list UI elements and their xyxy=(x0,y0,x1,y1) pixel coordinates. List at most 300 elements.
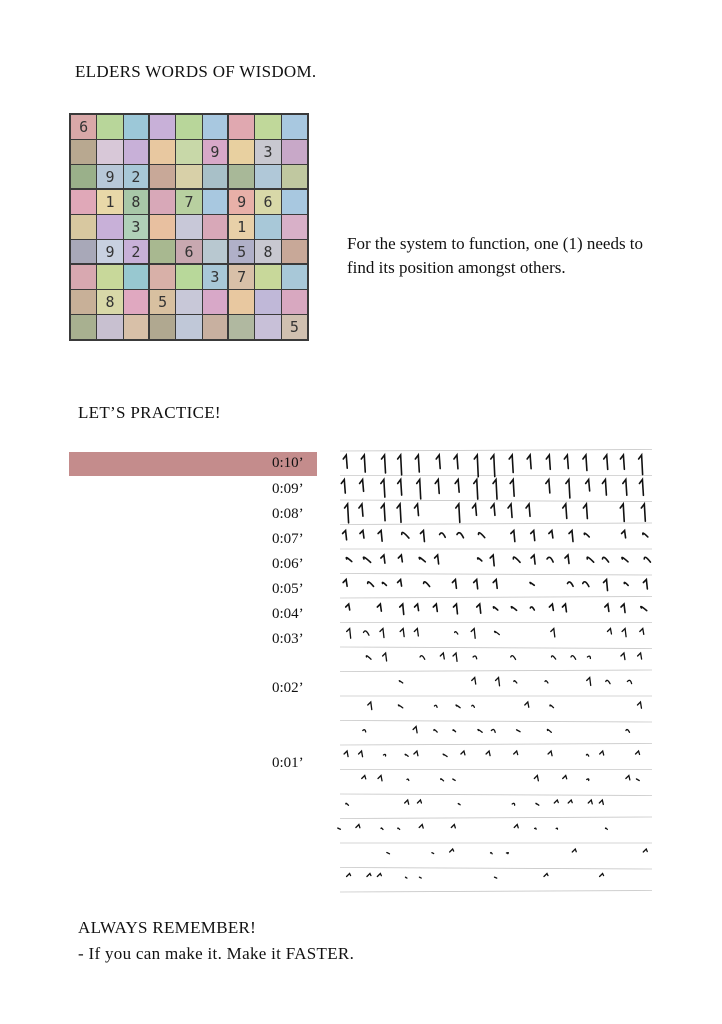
handwritten-stroke xyxy=(511,607,516,611)
sudoku-cell xyxy=(255,115,280,139)
handwritten-stroke xyxy=(398,828,400,829)
sudoku-cell xyxy=(124,265,148,289)
handwritten-ones-practice-sheet xyxy=(332,441,662,903)
sudoku-cell xyxy=(97,265,122,289)
handwritten-stroke xyxy=(621,604,625,613)
handwritten-stroke xyxy=(344,751,348,757)
handwritten-stroke xyxy=(587,557,594,562)
sudoku-cell xyxy=(150,190,175,214)
handwritten-stroke xyxy=(433,604,437,611)
sudoku-cell: 7 xyxy=(229,265,254,289)
sudoku-cell xyxy=(282,165,307,188)
handwritten-stroke xyxy=(381,504,385,521)
handwritten-stroke xyxy=(360,531,364,539)
handwritten-stroke xyxy=(477,604,481,613)
timer-label: 0:02’ xyxy=(272,680,304,696)
sudoku-cell xyxy=(150,165,175,188)
handwritten-stroke xyxy=(338,828,341,829)
sudoku-cell: 8 xyxy=(97,290,122,314)
sudoku-cell xyxy=(282,190,307,214)
sudoku-cell xyxy=(282,215,307,239)
handwritten-stroke xyxy=(572,849,576,852)
handwritten-stroke xyxy=(512,803,514,805)
handwritten-stroke xyxy=(474,580,478,589)
handwritten-stroke xyxy=(588,800,592,804)
handwritten-stroke xyxy=(511,531,515,542)
handwritten-stroke xyxy=(527,455,531,469)
handwritten-stroke xyxy=(508,504,512,517)
handwritten-stroke xyxy=(362,776,366,779)
sudoku-cell: 6 xyxy=(176,240,201,263)
handwritten-stroke xyxy=(530,582,534,585)
handwritten-stroke xyxy=(345,504,349,523)
handwritten-stroke xyxy=(636,779,639,781)
handwritten-stroke xyxy=(474,480,478,500)
sudoku-cell xyxy=(203,115,227,139)
handwritten-stroke xyxy=(562,604,566,612)
handwritten-stroke xyxy=(513,557,520,562)
handwritten-stroke xyxy=(547,729,551,732)
handwritten-stroke xyxy=(599,800,603,804)
timer-label: 0:06’ xyxy=(272,556,304,572)
sudoku-cell xyxy=(176,140,201,164)
handwritten-stroke xyxy=(602,557,608,562)
sudoku-cell xyxy=(282,115,307,139)
sudoku-cell: 5 xyxy=(229,240,254,263)
sudoku-cell: 9 xyxy=(97,165,122,188)
handwritten-stroke xyxy=(399,681,402,683)
sudoku-cell xyxy=(176,265,201,289)
handwritten-stroke xyxy=(600,751,604,755)
timer-label: 0:09’ xyxy=(272,481,304,497)
sudoku-cell xyxy=(229,290,254,314)
handwritten-stroke xyxy=(347,629,351,639)
handwritten-stroke xyxy=(443,754,447,756)
handwritten-stroke xyxy=(452,580,456,589)
handwritten-stroke xyxy=(473,656,477,659)
handwritten-stroke xyxy=(514,751,518,755)
sudoku-cell xyxy=(255,265,280,289)
handwritten-stroke xyxy=(490,555,494,566)
handwritten-stroke xyxy=(383,653,387,661)
sudoku-cell xyxy=(176,165,201,188)
handwritten-stroke xyxy=(554,800,558,803)
sudoku-cell xyxy=(282,240,307,263)
sudoku-cell xyxy=(97,140,122,164)
handwritten-stroke xyxy=(491,729,495,732)
handwritten-stroke xyxy=(604,580,608,591)
handwritten-stroke xyxy=(420,531,424,542)
handwritten-stroke xyxy=(587,656,590,658)
handwritten-stroke xyxy=(534,776,538,781)
sudoku-cell xyxy=(176,315,201,339)
handwritten-stroke xyxy=(478,533,484,538)
handwritten-stroke xyxy=(346,558,352,562)
handwritten-stroke xyxy=(550,705,554,708)
handwritten-stroke xyxy=(602,480,606,496)
handwritten-stroke xyxy=(397,504,401,522)
handwritten-stroke xyxy=(626,730,630,733)
handwritten-stroke xyxy=(441,779,444,781)
handwritten-stroke xyxy=(607,629,611,635)
handwritten-stroke xyxy=(525,702,529,707)
sudoku-cell xyxy=(150,265,175,289)
sudoku-cell xyxy=(229,315,254,339)
sudoku-cell xyxy=(97,115,122,139)
handwritten-stroke xyxy=(584,533,589,537)
sudoku-cell: 3 xyxy=(124,215,148,239)
handwritten-stroke xyxy=(493,607,497,610)
handwritten-stroke xyxy=(472,504,476,515)
handwritten-stroke xyxy=(378,776,382,781)
sudoku-cell xyxy=(176,215,201,239)
handwritten-stroke xyxy=(363,557,370,562)
handwritten-stroke xyxy=(568,800,572,803)
sudoku-cell xyxy=(124,315,148,339)
sudoku-cell xyxy=(255,315,280,339)
practice-heading: LET’S PRACTICE! xyxy=(78,403,221,422)
timer-label: 0:01’ xyxy=(272,755,304,771)
handwritten-stroke xyxy=(400,604,404,615)
handwritten-stroke xyxy=(641,504,645,521)
handwritten-stroke xyxy=(363,730,366,732)
handwritten-stroke xyxy=(491,853,493,854)
handwritten-stroke xyxy=(643,849,647,852)
sudoku-cell xyxy=(71,315,96,339)
handwritten-stroke xyxy=(495,631,500,634)
handwritten-stroke xyxy=(398,580,402,587)
handwritten-stroke xyxy=(587,678,591,686)
handwritten-stroke xyxy=(586,754,588,756)
handwritten-stroke xyxy=(545,681,548,683)
handwritten-stroke xyxy=(549,531,553,538)
handwritten-stroke xyxy=(536,803,539,805)
handwritten-stroke xyxy=(569,531,573,542)
handwritten-stroke xyxy=(434,705,437,707)
sudoku-cell xyxy=(150,240,175,263)
handwritten-stroke xyxy=(420,656,425,660)
sudoku-cell xyxy=(229,165,254,188)
sudoku-cell xyxy=(282,290,307,314)
handwritten-stroke xyxy=(556,828,557,829)
sudoku-cell xyxy=(282,265,307,289)
handwritten-stroke xyxy=(639,480,643,496)
timer-label: 0:08’ xyxy=(272,506,304,522)
handwritten-stroke xyxy=(359,504,363,516)
handwritten-stroke xyxy=(360,480,364,492)
timer-label: 0:04’ xyxy=(272,606,304,622)
sudoku-cell: 9 xyxy=(97,240,122,263)
handwritten-stroke xyxy=(551,629,555,637)
handwritten-stroke xyxy=(491,504,495,515)
sudoku-cell xyxy=(71,190,96,214)
handwritten-stroke xyxy=(474,455,478,477)
handwritten-stroke xyxy=(414,751,418,756)
handwritten-stroke xyxy=(367,874,371,877)
remember-heading: ALWAYS REMEMBER! xyxy=(78,918,257,937)
sudoku-cell xyxy=(203,290,227,314)
sudoku-cell xyxy=(71,240,96,263)
handwritten-stroke xyxy=(346,803,349,805)
sudoku-cell: 8 xyxy=(124,190,148,214)
sudoku-cell xyxy=(203,240,227,263)
sudoku-cell xyxy=(176,115,201,139)
handwritten-stroke xyxy=(377,874,381,877)
handwritten-stroke xyxy=(493,480,497,500)
handwritten-stroke xyxy=(547,557,553,562)
handwritten-stroke xyxy=(639,455,643,475)
handwritten-stroke xyxy=(530,607,534,610)
handwritten-stroke xyxy=(415,604,419,611)
handwritten-stroke xyxy=(380,629,384,638)
handwritten-stroke xyxy=(563,504,567,518)
sudoku-cell: 9 xyxy=(203,140,227,164)
handwritten-stroke xyxy=(640,629,644,635)
sudoku-cell: 1 xyxy=(97,190,122,214)
handwritten-stroke xyxy=(620,455,624,469)
handwritten-stroke xyxy=(440,533,446,537)
sudoku-cell xyxy=(150,115,175,139)
handwritten-stroke xyxy=(454,455,458,469)
sudoku-grid-image xyxy=(69,113,309,341)
sudoku-cell xyxy=(255,165,280,188)
handwritten-stroke xyxy=(415,455,419,472)
handwritten-stroke xyxy=(567,582,573,586)
handwritten-stroke xyxy=(381,828,383,830)
handwritten-stroke xyxy=(451,825,455,828)
handwritten-stroke xyxy=(346,604,350,610)
handwritten-stroke xyxy=(417,800,421,803)
handwritten-stroke xyxy=(419,557,425,561)
sudoku-cell xyxy=(229,140,254,164)
handwritten-stroke xyxy=(546,480,550,493)
handwritten-stroke xyxy=(417,480,421,499)
handwritten-stroke xyxy=(413,727,417,733)
handwritten-stroke xyxy=(583,455,587,471)
handwritten-stroke xyxy=(510,480,514,497)
sudoku-cell: 5 xyxy=(282,315,307,339)
handwritten-stroke xyxy=(636,751,640,754)
sudoku-cell: 6 xyxy=(255,190,280,214)
handwritten-stroke xyxy=(400,629,404,637)
handwritten-stroke xyxy=(453,604,457,614)
handwritten-stroke xyxy=(566,480,570,498)
sudoku-cell xyxy=(255,290,280,314)
handwritten-stroke xyxy=(551,656,555,659)
handwritten-stroke xyxy=(440,653,444,659)
sudoku-cell xyxy=(97,215,122,239)
handwritten-stroke xyxy=(424,582,430,587)
handwritten-stroke xyxy=(548,751,552,756)
handwritten-stroke xyxy=(546,455,550,469)
handwritten-stroke xyxy=(402,532,409,538)
sudoku-cell: 1 xyxy=(229,215,254,239)
handwritten-stroke xyxy=(381,555,385,563)
handwritten-stroke xyxy=(405,877,406,878)
sudoku-cell xyxy=(150,215,175,239)
sudoku-cell: 3 xyxy=(255,140,280,164)
handwritten-stroke xyxy=(496,678,500,686)
sudoku-cell xyxy=(203,315,227,339)
handwritten-stroke xyxy=(626,776,630,780)
handwritten-stroke xyxy=(436,455,440,469)
handwritten-stroke xyxy=(455,480,459,493)
handwritten-stroke xyxy=(531,531,535,541)
handwritten-stroke xyxy=(432,853,434,854)
handwritten-stroke xyxy=(494,877,496,878)
handwritten-stroke xyxy=(622,531,626,538)
handwritten-stroke xyxy=(638,653,642,659)
handwritten-stroke xyxy=(493,580,497,589)
sudoku-cell: 3 xyxy=(203,265,227,289)
handwritten-stroke xyxy=(564,455,568,469)
handwritten-stroke xyxy=(478,558,482,561)
sudoku-cell xyxy=(203,165,227,188)
handwritten-stroke xyxy=(643,533,648,537)
sudoku-cell xyxy=(71,140,96,164)
sudoku-cell xyxy=(97,315,122,339)
handwritten-stroke xyxy=(414,629,418,636)
handwritten-stroke xyxy=(565,555,569,564)
handwritten-stroke xyxy=(381,480,385,498)
handwritten-stroke xyxy=(517,730,520,732)
handwritten-stroke xyxy=(435,480,439,494)
handwritten-stroke xyxy=(604,455,608,469)
handwritten-stroke xyxy=(343,580,347,587)
handwritten-stroke xyxy=(398,455,402,475)
sudoku-cell xyxy=(203,215,227,239)
handwritten-stroke xyxy=(366,656,371,660)
remember-rule-text: - If you can make it. Make it FASTER. xyxy=(78,944,355,963)
handwritten-stroke xyxy=(419,877,421,878)
handwritten-stroke xyxy=(514,825,518,828)
handwritten-stroke xyxy=(620,504,624,521)
handwritten-stroke xyxy=(583,504,587,519)
handwritten-stroke xyxy=(471,629,475,639)
handwritten-stroke xyxy=(368,702,372,710)
handwritten-stroke xyxy=(461,751,465,755)
handwritten-stroke xyxy=(472,705,475,707)
handwritten-stroke xyxy=(622,629,626,637)
handwritten-stroke xyxy=(486,751,490,756)
handwritten-stroke xyxy=(368,582,374,587)
sudoku-cell xyxy=(282,140,307,164)
timer-label: 0:10’ xyxy=(272,455,304,471)
handwritten-stroke xyxy=(606,680,610,683)
handwritten-stroke xyxy=(644,557,650,562)
handwritten-stroke xyxy=(643,580,647,589)
handwritten-stroke xyxy=(571,656,576,660)
handwritten-stroke xyxy=(563,776,567,779)
handwritten-stroke xyxy=(382,582,386,585)
handwritten-stroke xyxy=(457,533,463,538)
handwritten-stroke xyxy=(434,730,437,733)
handwritten-stroke xyxy=(378,531,382,542)
handwritten-stroke xyxy=(509,455,513,473)
handwritten-stroke xyxy=(637,702,641,708)
sudoku-cell xyxy=(203,190,227,214)
handwritten-stroke xyxy=(405,754,408,756)
handwritten-stroke xyxy=(544,874,548,877)
handwritten-stroke xyxy=(383,754,385,756)
handwritten-stroke xyxy=(511,656,516,660)
handwritten-stroke xyxy=(347,874,351,877)
page-title: ELDERS WORDS OF WISDOM. xyxy=(75,62,317,81)
handwritten-stroke xyxy=(586,480,590,491)
sudoku-cell: 2 xyxy=(124,240,148,263)
handwritten-stroke xyxy=(549,604,553,610)
handwritten-stroke xyxy=(419,825,423,829)
sudoku-cell xyxy=(255,215,280,239)
handwritten-stroke xyxy=(363,631,368,635)
handwritten-stroke xyxy=(398,480,402,496)
handwritten-stroke xyxy=(356,825,360,828)
sudoku-cell xyxy=(150,315,175,339)
handwritten-stroke xyxy=(514,681,517,683)
handwritten-stroke xyxy=(587,779,589,781)
handwritten-stroke xyxy=(623,480,627,496)
sudoku-cell xyxy=(124,115,148,139)
handwritten-stroke xyxy=(531,555,535,564)
handwritten-stroke xyxy=(453,653,457,661)
handwritten-stroke xyxy=(535,828,536,829)
handwritten-stroke xyxy=(583,582,589,587)
handwritten-stroke xyxy=(506,853,508,854)
handwritten-stroke xyxy=(622,557,628,561)
sudoku-cell: 9 xyxy=(229,190,254,214)
handwritten-stroke xyxy=(343,455,347,468)
handwritten-stroke xyxy=(624,582,628,585)
timer-label: 0:03’ xyxy=(272,631,304,647)
sudoku-cell: 6 xyxy=(71,115,96,139)
handwritten-stroke xyxy=(526,504,530,516)
handwritten-stroke xyxy=(472,678,476,685)
handwritten-stroke xyxy=(491,455,495,477)
handwritten-stroke xyxy=(343,531,347,540)
handwritten-stroke xyxy=(387,853,390,854)
handwritten-stroke xyxy=(407,779,409,780)
timer-label: 0:05’ xyxy=(272,581,304,597)
handwritten-stroke xyxy=(627,680,631,683)
handwritten-stroke xyxy=(341,480,345,494)
sudoku-cell xyxy=(124,140,148,164)
handwritten-stroke xyxy=(641,607,647,611)
handwritten-stroke xyxy=(621,653,625,660)
handwritten-stroke xyxy=(453,730,456,732)
sudoku-cell xyxy=(176,290,201,314)
handwritten-stroke xyxy=(414,504,418,516)
wisdom-quote: For the system to function, one (1) needs to find its position amongst others. xyxy=(347,234,644,277)
sudoku-cell xyxy=(71,265,96,289)
timer-label: 0:07’ xyxy=(272,531,304,547)
sudoku-cell xyxy=(71,165,96,188)
handwritten-stroke xyxy=(361,455,365,472)
sudoku-cell: 7 xyxy=(176,190,201,214)
handwritten-stroke xyxy=(455,632,458,634)
sudoku-cell xyxy=(150,140,175,164)
handwritten-stroke xyxy=(453,779,455,780)
sudoku-cell xyxy=(124,290,148,314)
handwritten-stroke xyxy=(606,828,608,829)
handwritten-stroke xyxy=(605,604,609,611)
handwritten-stroke xyxy=(456,705,460,708)
handwritten-stroke xyxy=(450,849,454,852)
handwritten-stroke xyxy=(398,555,402,562)
sudoku-cell: 5 xyxy=(150,290,175,314)
handwritten-stroke xyxy=(405,800,409,804)
handwritten-stroke xyxy=(478,729,482,732)
sudoku-cell xyxy=(229,115,254,139)
